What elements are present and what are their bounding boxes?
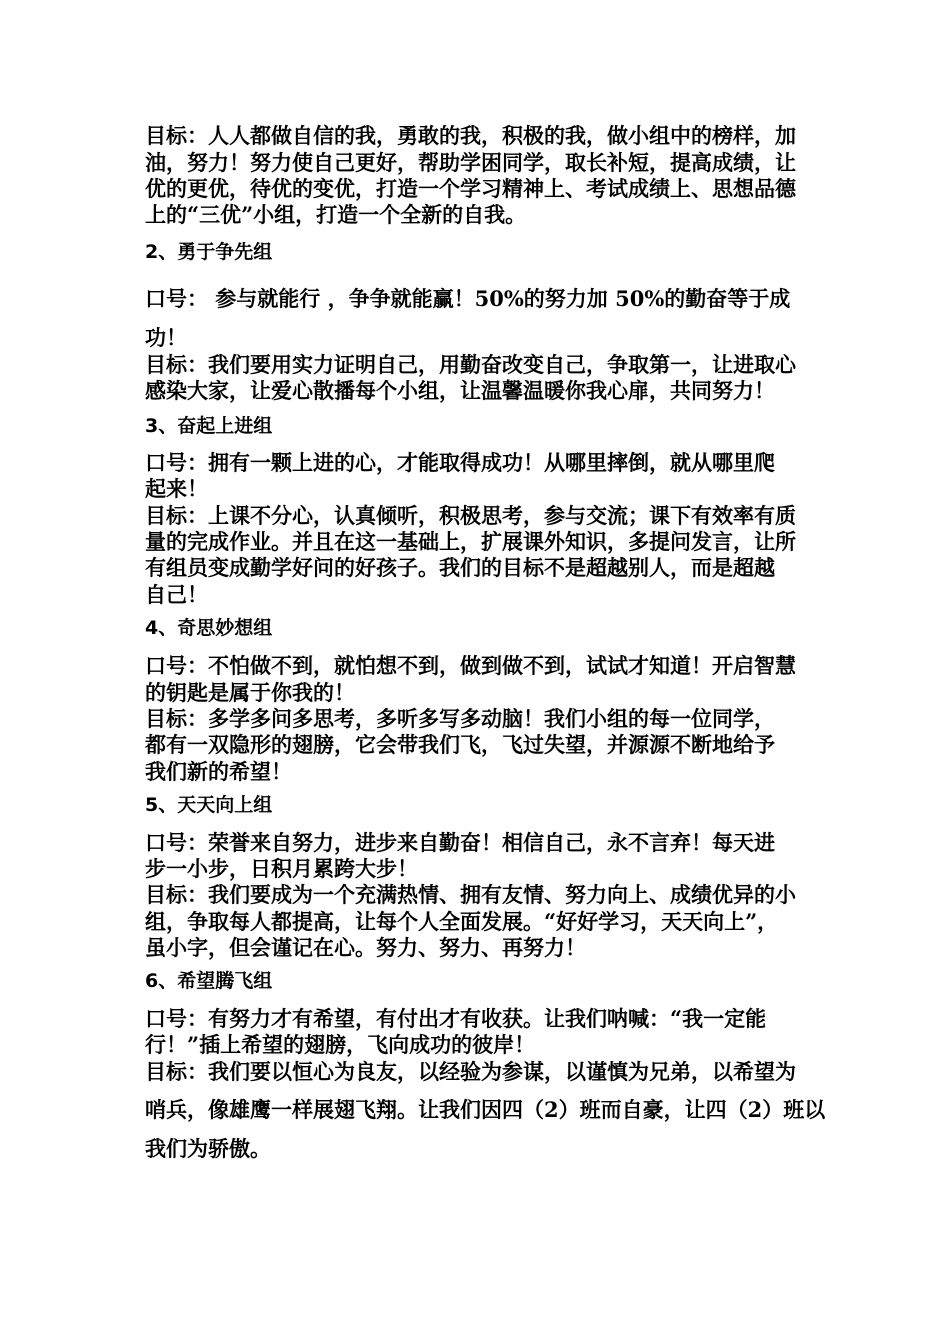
- section-heading: 5、天天向上组: [145, 794, 273, 816]
- text-line: 目标：人人都做自信的我，勇敢的我，积极的我，做小组中的榜样，加: [145, 123, 796, 148]
- text-line: 口号：荣誉来自努力，进步来自勤奋！相信自己，永不言弃！每天进: [145, 830, 775, 855]
- text-line: 自己！: [145, 582, 208, 607]
- text-line: 目标：我们要以恒心为良友，以经验为参谋，以谨慎为兄弟，以希望为: [145, 1059, 796, 1084]
- text-line: 起来！: [145, 476, 208, 501]
- text-line: 目标：多学多问多思考，多听多写多动脑！我们小组的每一位同学，: [145, 706, 775, 731]
- text-line: 组，争取每人都提高，让每个人全面发展。“好好学习，天天向上”，: [145, 909, 779, 934]
- text-line: 虽小字，但会谨记在心。努力、努力、再努力！: [145, 935, 586, 960]
- text-line: 的钥匙是属于你我的！: [145, 680, 355, 705]
- text-line: 上的“三优”小组，打造一个全新的自我。: [145, 202, 527, 227]
- text-line: 口号：有努力才有希望，有付出才有收获。让我们呐喊：“我一定能: [145, 1006, 767, 1031]
- section-heading: 4、奇思妙想组: [145, 617, 273, 639]
- text-line: 我们新的希望！: [145, 759, 292, 784]
- section-heading: 2、勇于争先组: [145, 241, 273, 263]
- text-line: 我们为骄傲。: [145, 1136, 271, 1161]
- text-line: 目标：我们要用实力证明自己，用勤奋改变自己，争取第一，让进取心: [145, 352, 796, 377]
- text-line: 口号：拥有一颗上进的心，才能取得成功！从哪里摔倒，就从哪里爬: [145, 450, 775, 475]
- text-line: 感染大家，让爱心散播每个小组，让温馨温暖你我心扉，共同努力！: [145, 378, 775, 403]
- text-line: 哨兵，像雄鹰一样展翅飞翔。让我们因四（2）班而自豪，让四（2）班以: [145, 1097, 825, 1122]
- section-heading: 6、希望腾飞组: [145, 970, 273, 992]
- text-line: 步一小步，日积月累跨大步！: [145, 856, 418, 881]
- text-line: 量的完成作业。并且在这一基础上，扩展课外知识，多提问发言，让所: [145, 529, 796, 554]
- section-heading: 3、奋起上进组: [145, 415, 273, 437]
- text-line: 口号：不怕做不到，就怕想不到，做到做不到，试试才知道！开启智慧: [145, 653, 796, 678]
- text-line: 口号： 参与就能行 ，争争就能赢！50%的努力加 50%的勤奋等于成: [145, 286, 791, 311]
- text-line: 都有一双隐形的翅膀，它会带我们飞，飞过失望，并源源不断地给予: [145, 732, 775, 757]
- text-line: 优的更优，待优的变优，打造一个学习精神上、考试成绩上、思想品德: [145, 176, 796, 201]
- text-line: 有组员变成勤学好问的好孩子。我们的目标不是超越别人，而是超越: [145, 555, 775, 580]
- text-line: 行！”插上希望的翅膀，飞向成功的彼岸！: [145, 1032, 536, 1057]
- text-line: 油，努力！努力使自己更好，帮助学困同学，取长补短，提高成绩，让: [145, 150, 796, 175]
- text-line: 目标：我们要成为一个充满热情、拥有友情、努力向上、成绩优异的小: [145, 882, 796, 907]
- text-line: 目标：上课不分心，认真倾听，积极思考，参与交流；课下有效率有质: [145, 503, 796, 528]
- text-line: 功！: [145, 325, 187, 350]
